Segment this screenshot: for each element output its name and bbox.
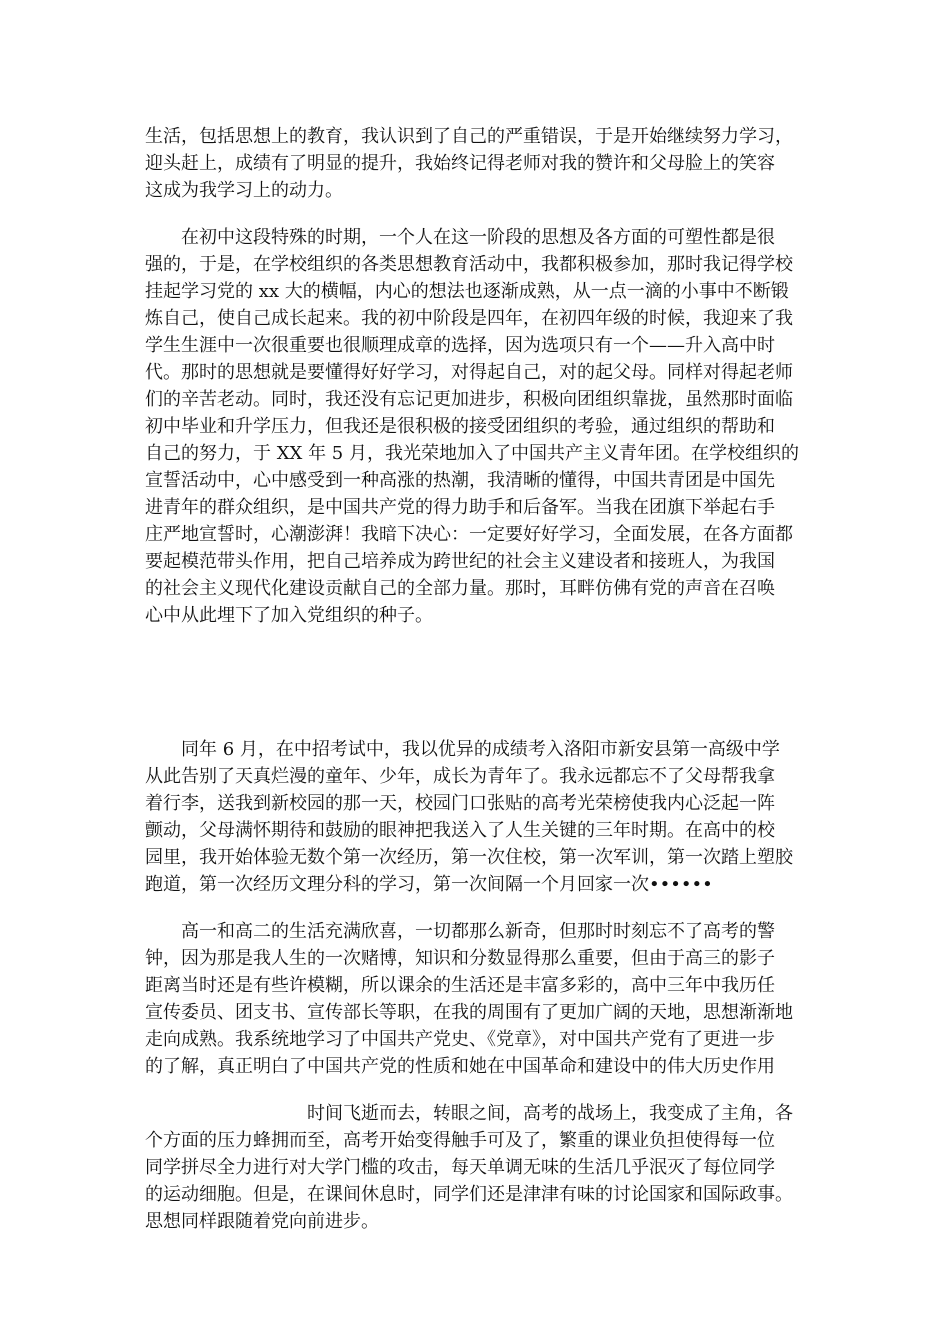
paragraph-2-line-2: 强的，于是，在学校组织的各类思想教育活动中，我都积极参加，那时我记得学校 (145, 254, 793, 275)
paragraph-3-line-6: 跑道，第一次经历文理分科的学习，第一次间隔一个月回家一次•••••• (145, 874, 713, 895)
paragraph-1-line-1: 生活，包括思想上的教育，我认识到了自己的严重错误，于是开始继续努力学习， (145, 126, 793, 147)
paragraph-5-line-4: 的运动细胞。但是，在课间休息时，同学们还是津津有味的讨论国家和国际政事。 (145, 1184, 793, 1205)
paragraph-3-line-1: 同年 6 月，在中招考试中，我以优异的成绩考入洛阳市新安县第一高级中学 (181, 739, 780, 760)
paragraph-4-line-6: 的了解，真正明白了中国共产党的性质和她在中国革命和建设中的伟大历史作用 (145, 1056, 775, 1077)
paragraph-5-line-1: 时间飞逝而去，转眼之间，高考的战场上，我变成了主角，各 (307, 1103, 793, 1124)
paragraph-3-line-4: 颤动，父母满怀期待和鼓励的眼神把我送入了人生关键的三年时期。在高中的校 (145, 820, 775, 841)
paragraph-2-line-14: 的社会主义现代化建设贡献自己的全部力量。那时，耳畔仿佛有党的声音在召唤 (145, 578, 775, 599)
paragraph-1-line-2: 迎头赶上，成绩有了明显的提升，我始终记得老师对我的赞许和父母脸上的笑容 (145, 153, 775, 174)
paragraph-3-line-3: 着行李，送我到新校园的那一天，校园门口张贴的高考光荣榜使我内心泛起一阵 (145, 793, 775, 814)
paragraph-2-line-3: 挂起学习党的 xx 大的横幅，内心的想法也逐渐成熟，从一点一滴的小事中不断锻 (145, 281, 789, 302)
paragraph-1-line-3: 这成为我学习上的动力。 (145, 180, 343, 201)
paragraph-2-line-12: 庄严地宣誓时，心潮澎湃！我暗下决心：一定要好好学习，全面发展，在各方面都 (145, 524, 793, 545)
paragraph-5-line-5: 思想同样跟随着党向前进步。 (145, 1211, 379, 1232)
paragraph-2-line-8: 初中毕业和升学压力，但我还是很积极的接受团组织的考验，通过组织的帮助和 (145, 416, 775, 437)
paragraph-4-line-5: 走向成熟。我系统地学习了中国共产党史、《党章》，对中国共产党有了更进一步 (145, 1029, 775, 1050)
paragraph-4-line-4: 宣传委员、团支书、宣传部长等职，在我的周围有了更加广阔的天地，思想渐渐地 (145, 1002, 793, 1023)
paragraph-2-line-7: 们的辛苦老动。同时，我还没有忘记更加进步，积极向团组织靠拢，虽然那时面临 (145, 389, 793, 410)
paragraph-2-line-4: 炼自己，使自己成长起来。我的初中阶段是四年，在初四年级的时候，我迎来了我 (145, 308, 793, 329)
paragraph-4-line-2: 钟，因为那是我人生的一次赌博，知识和分数显得那么重要，但由于高三的影子 (145, 948, 775, 969)
paragraph-4-line-1: 高一和高二的生活充满欣喜，一切都那么新奇，但那时时刻忘不了高考的警 (181, 921, 775, 942)
paragraph-2-line-13: 要起模范带头作用，把自己培养成为跨世纪的社会主义建设者和接班人，为我国 (145, 551, 775, 572)
paragraph-2-line-6: 代。那时的思想就是要懂得好好学习，对得起自己，对的起父母。同样对得起老师 (145, 362, 793, 383)
paragraph-5-line-3: 同学拼尽全力进行对大学门槛的攻击，每天单调无味的生活几乎泯灭了每位同学 (145, 1157, 775, 1178)
paragraph-2-line-5: 学生生涯中一次很重要也很顺理成章的选择，因为选项只有一个——升入高中时 (145, 335, 775, 356)
paragraph-2-line-15: 心中从此埋下了加入党组织的种子。 (145, 605, 433, 626)
paragraph-2-line-1: 在初中这段特殊的时期，一个人在这一阶段的思想及各方面的可塑性都是很 (181, 227, 775, 248)
paragraph-2-line-10: 宣誓活动中，心中感受到一种高涨的热潮，我清晰的懂得，中国共青团是中国先 (145, 470, 775, 491)
paragraph-2-line-9: 自己的努力，于 XX 年 5 月，我光荣地加入了中国共产主义青年团。在学校组织的 (145, 443, 799, 464)
paragraph-4-line-3: 距离当时还是有些许模糊，所以课余的生活还是丰富多彩的，高中三年中我历任 (145, 975, 775, 996)
paragraph-3-line-5: 园里，我开始体验无数个第一次经历，第一次住校，第一次军训，第一次踏上塑胶 (145, 847, 793, 868)
paragraph-2-line-11: 进青年的群众组织，是中国共产党的得力助手和后备军。当我在团旗下举起右手 (145, 497, 775, 518)
paragraph-3-line-2: 从此告别了天真烂漫的童年、少年，成长为青年了。我永远都忘不了父母帮我拿 (145, 766, 775, 787)
paragraph-5-line-2: 个方面的压力蜂拥而至，高考开始变得触手可及了，繁重的课业负担使得每一位 (145, 1130, 775, 1151)
